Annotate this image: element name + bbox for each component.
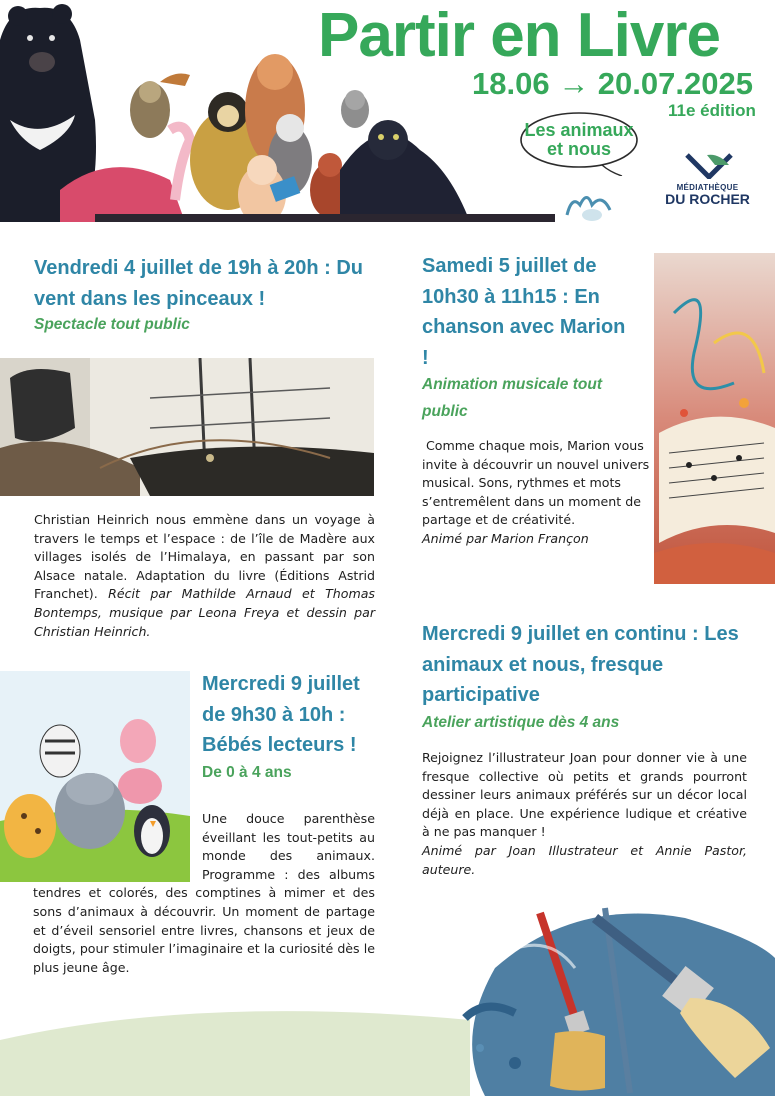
festival-dates: 18.06 → 20.07.2025 [472, 66, 753, 101]
event-1-subtitle: Spectacle tout public [34, 316, 190, 333]
banner [0, 0, 775, 222]
event-2-title: Samedi 5 juillet de 10h30 à 11h15 : En chanson avec Marion ! [422, 255, 626, 369]
event-4-subtitle: Atelier artistique dès 4 ans [422, 714, 620, 731]
mediatheque-logo [660, 183, 755, 207]
ship-illustration [0, 358, 374, 496]
event-4-description-text: Rejoignez l’illustrateur Joan pour donner vie à une fresque collective où petits et grands pourront dessiner leurs animaux préférés sur un décor local déjà en place. Une expérience ludique et créative à ne pas manquer ! [422, 750, 747, 840]
event-4-title: Mercredi 9 juillet en continu : Les animaux et nous, fresque participative [422, 623, 739, 706]
festival-title: Partir en Livre [318, 1, 720, 70]
event-1-credits: Récit par Mathilde Arnaud et Thomas Bontemps, musique par Leona Freya et dessin par Christian Heinrich. [34, 586, 375, 639]
mediatheque-logo-icon [685, 153, 733, 179]
event-4-credits: Animé par Joan Illustrateur et Annie Pastor, auteure. [422, 842, 747, 877]
small-bird-icon [562, 185, 617, 222]
event-2-credits: Animé par Marion Françon [422, 530, 589, 546]
theme-label: Les animaux et nous [524, 120, 634, 159]
event-2-description [422, 437, 650, 549]
event-3-description [0, 810, 375, 977]
event-3-title: Mercredi 9 juillet de 9h30 à 10h : Bébés lecteurs ! [202, 673, 360, 756]
paintbrushes-illustration [455, 888, 775, 1096]
event-3-description-text: Une douce parenthèse éveillant les tout-petits au monde des animaux. Programme : des albums tendres et colorés, des comptines à mimer et des sons d’animaux à découvrir. Un moment de partage et d’éveil sensoriel entre livres, chansons et jeux de doigts, pour stimuler l’imaginaire et la curiosité dès le plus jeune âge. [33, 811, 375, 975]
edition-label: 11e édition [668, 101, 756, 120]
event-3-description-inner [33, 810, 375, 977]
music-book-illustration [654, 253, 775, 584]
event-1-description-text: Christian Heinrich nous emmène dans un voyage à travers le temps et l’espace : de l’île de Madère aux villages isolés de l’Himalaya, en passant par son Alsace natale. Adaptation du livre (Éditions Astrid Franchet). [34, 512, 375, 602]
logo-bottom-text: DU ROCHER [665, 191, 750, 207]
event-3-subtitle: De 0 à 4 ans [202, 764, 292, 781]
event-1-description [34, 511, 375, 641]
footer-wave [0, 1000, 470, 1096]
logo-top-text: MÉDIATHÈQUE [676, 183, 739, 192]
event-4-description [422, 749, 747, 879]
float-spacer [33, 810, 202, 884]
event-1-title: Vendredi 4 juillet de 19h à 20h : Du vent dans les pinceaux ! [34, 257, 363, 310]
event-2-subtitle: Animation musicale tout public [422, 376, 602, 420]
event-2-description-text: Comme chaque mois, Marion vous invite à découvrir un nouvel univers musical. Sons, rythmes et mots s’entremêlent dans un moment de partage et de créativité. [422, 438, 650, 528]
